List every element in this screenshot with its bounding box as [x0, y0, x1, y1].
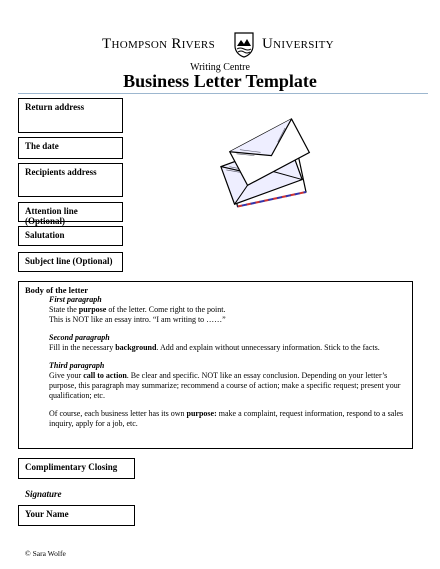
tru-shield-logo-icon	[234, 32, 254, 58]
university-name-right: University	[262, 36, 334, 52]
attention-line-label: Attention line (Optional)	[25, 206, 78, 226]
complimentary-closing-label: Complimentary Closing	[25, 462, 118, 472]
recipients-address-label: Recipients address	[25, 167, 97, 177]
salutation-box	[18, 226, 123, 246]
body-heading: Body of the letter	[25, 285, 89, 295]
body-box	[18, 281, 413, 449]
department-name: Writing Centre	[190, 62, 250, 73]
third-paragraph-label: Third paragraph	[49, 361, 105, 370]
your-name-box	[18, 505, 135, 526]
date-label: The date	[25, 141, 59, 151]
date-box	[18, 137, 123, 159]
attention-line-box	[18, 202, 123, 226]
your-name-label: Your Name	[25, 509, 69, 519]
salutation-label: Salutation	[25, 230, 65, 240]
signature-label: Signature	[25, 489, 62, 499]
subject-line-box	[18, 252, 123, 272]
envelopes-icon	[200, 118, 320, 208]
second-paragraph-label: Second paragraph	[49, 333, 110, 342]
second-paragraph-text: Fill in the necessary background. Add and explain without unnecessary information. Stick to the facts.	[49, 343, 380, 352]
first-paragraph-label: First paragraph	[49, 295, 102, 304]
subject-line-label: Subject line (Optional)	[25, 256, 113, 266]
page-title: Business Letter Template	[123, 71, 317, 91]
return-address-label: Return address	[25, 102, 85, 112]
third-paragraph-text: Give your call to action. Be clear and specific. NOT like an essay conclusion. Depending on your letter’s purpose, this paragraph may summarize; recommend a course of action; make a specific request; present your qualification; etc.	[49, 371, 401, 400]
title-divider	[18, 93, 428, 94]
complimentary-closing-box	[18, 458, 135, 479]
purpose-note: Of course, each business letter has its own purpose: make a complaint, request information, respond to a sales inquiry, apply for a job, etc.	[49, 409, 404, 428]
first-paragraph-text: State the purpose of the letter. Come right to the point. This is NOT like an essay intro. “I am writing to ……”	[49, 305, 226, 324]
return-address-box	[18, 98, 123, 133]
copyright: © Sara Wolfe	[25, 549, 66, 558]
university-name-left: Thompson Rivers	[102, 36, 215, 52]
recipients-address-box	[18, 163, 123, 197]
